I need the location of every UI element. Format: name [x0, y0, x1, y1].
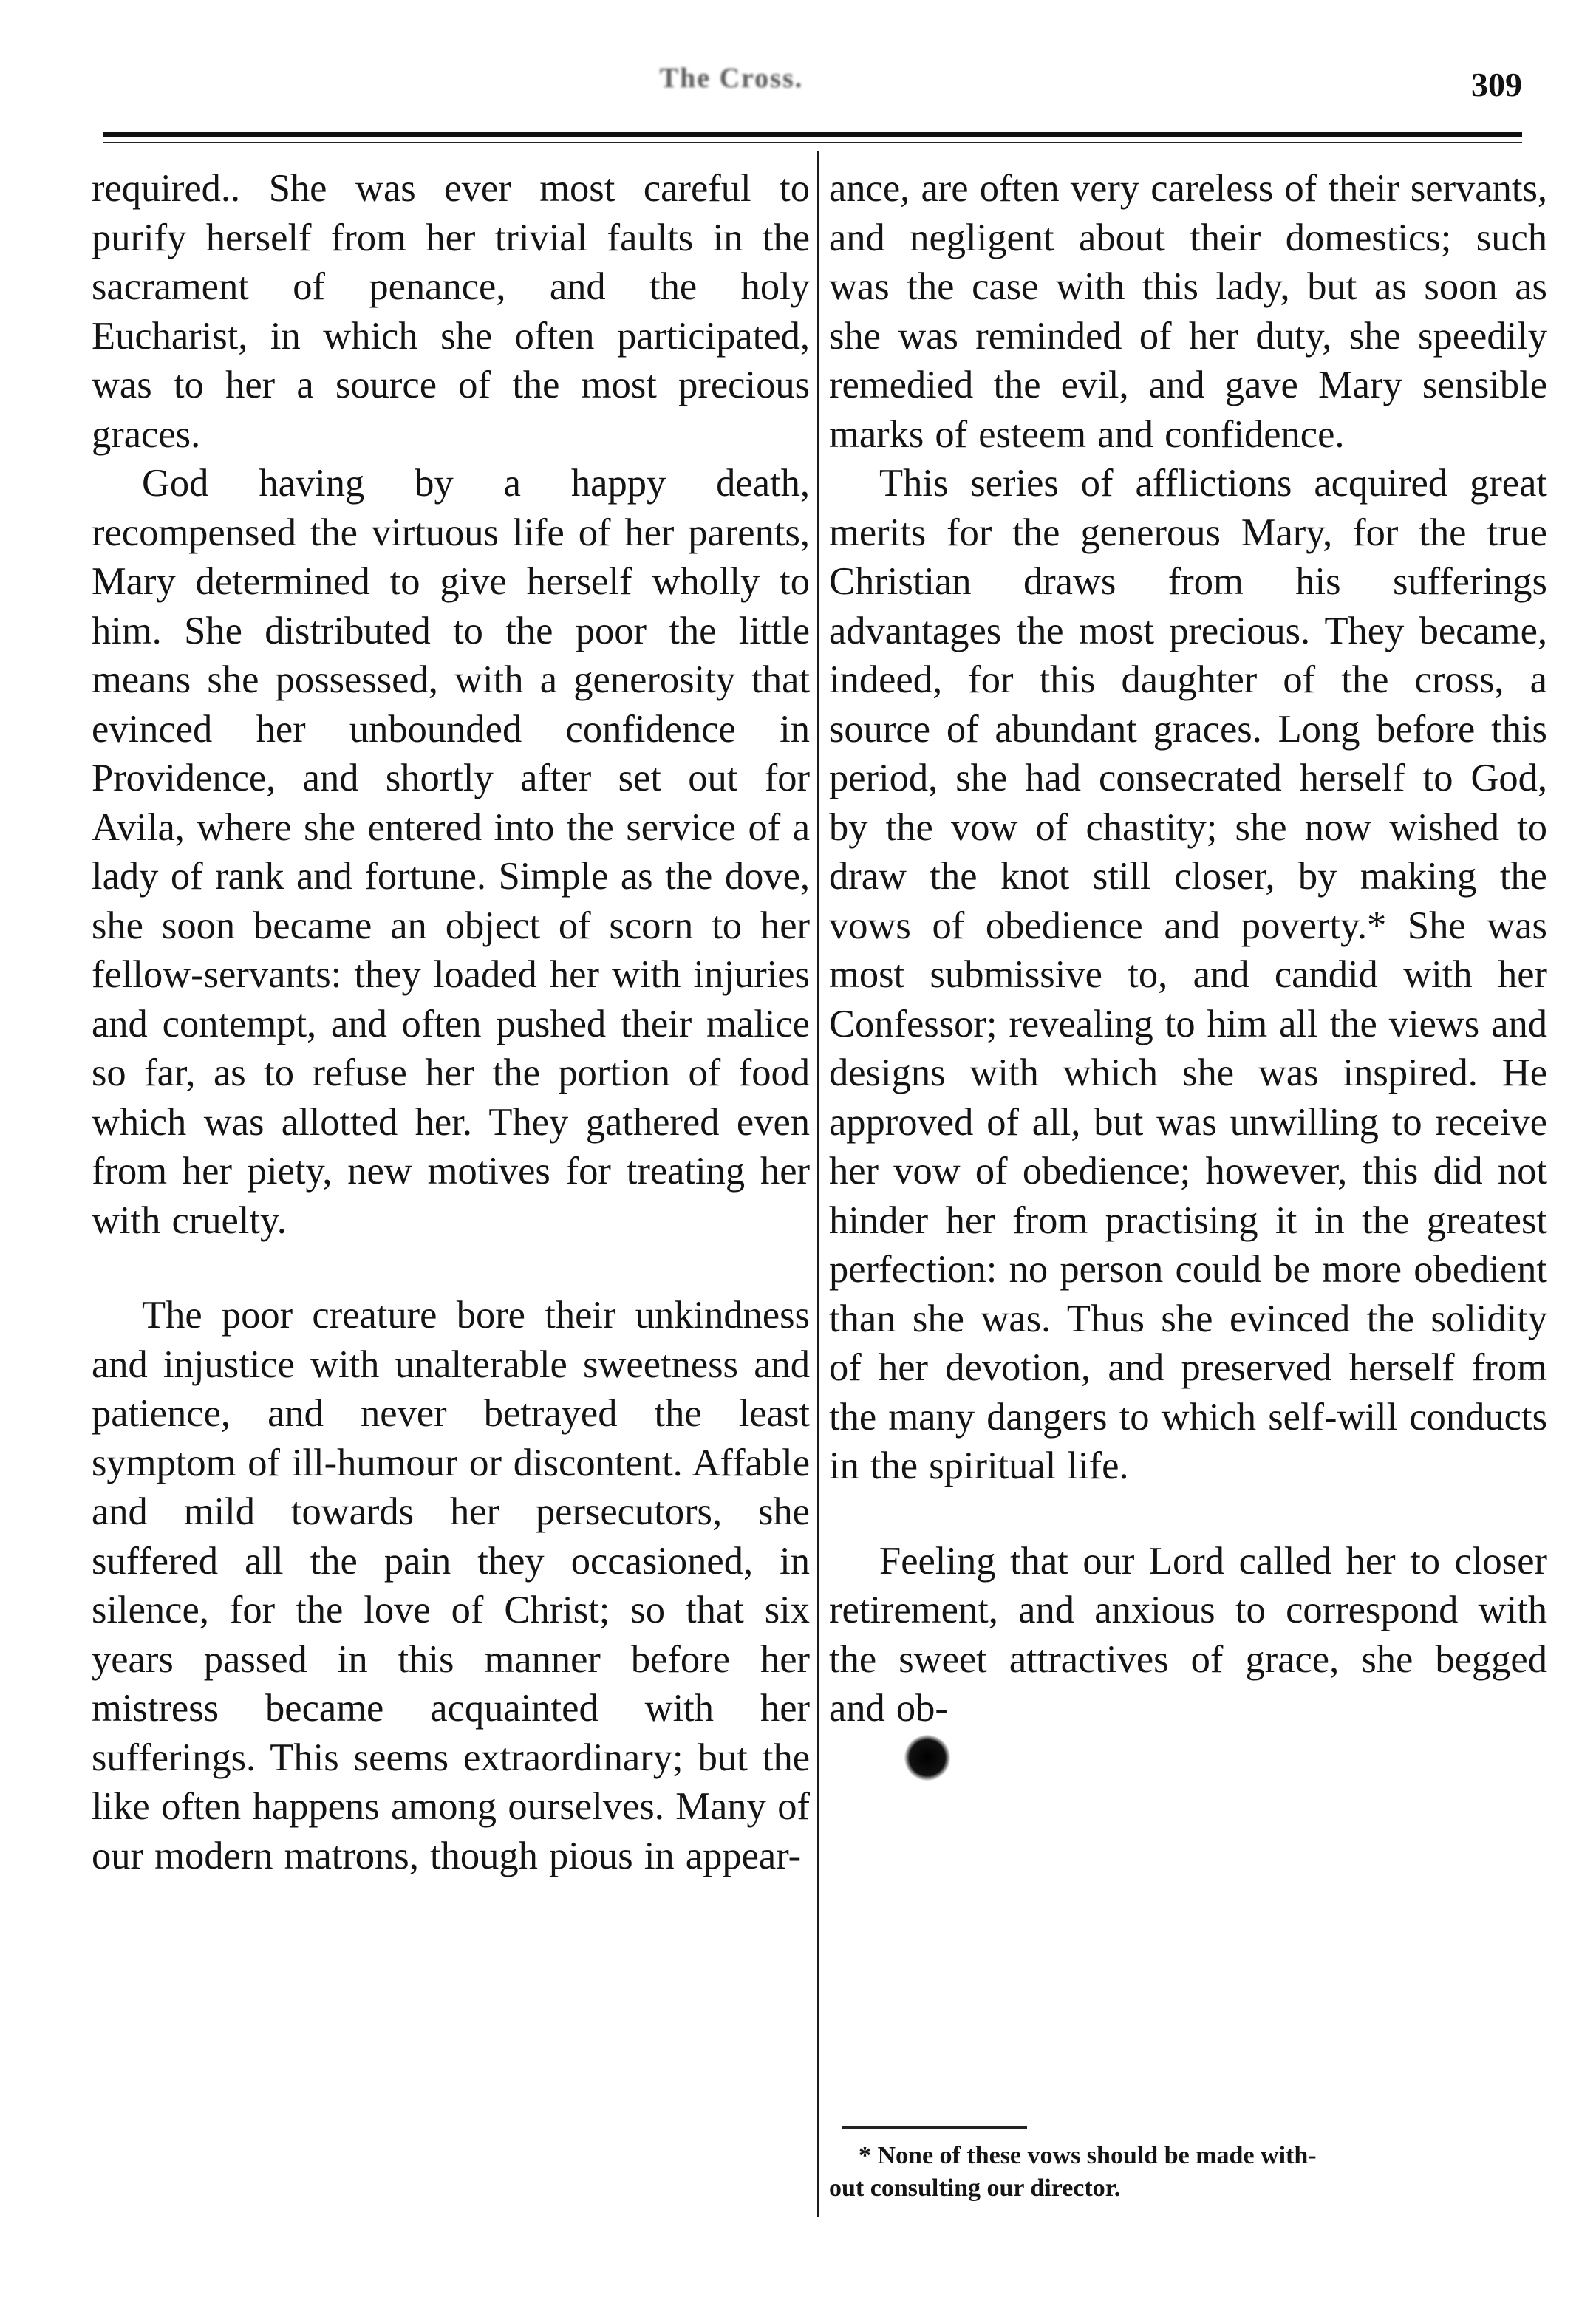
- left-paragraph-1: required.. She was ever most careful to purify herself from her trivial faults in the sacrament of penance, and the holy Eucharist, in which she often participated, was to her a source of the most precious graces.: [92, 167, 810, 456]
- footnote-line-2: out consulting our director.: [829, 2174, 1121, 2202]
- right-paragraph-2: This series of afflictions acquired great merits for the generous Mary, for the true Christian draws from his sufferings advantages the most precious. They became, indeed, for this daughter of the cross, a source of abundant graces. Long before this period, she had consecrated herself to God, by the vow of chastity; she now wished to draw the knot still closer, by making the vows of obedience and poverty.* She was most submissive to, and candid with her Confessor; revealing to him all the views and designs with which she was inspired. He approved of all, but was unwilling to receive her vow of obedience; however, this did not hinder her from practising it in the greatest perfection: no person could be more obedient than she was. Thus she evinced the solidity of her devotion, and preserved herself from the many dangers to which self-will conducts in the spiritual life.: [829, 462, 1547, 1487]
- footnote-rule: [842, 2126, 1027, 2129]
- right-paragraph-3: Feeling that our Lord called her to closer retirement, and anxious to correspond with the sweet attractives of grace, she begged and ob-: [829, 1539, 1547, 1730]
- ink-blot: [904, 1735, 950, 1781]
- right-column: [829, 164, 1547, 1733]
- right-paragraph-1: ance, are often very careless of their servants, and negligent about their domestics; such was the case with this lady, but as soon as she was reminded of her duty, she speedily remedied the evil, and gave Mary sensible marks of esteem and confidence.: [829, 167, 1547, 456]
- footnote: [829, 2140, 1538, 2205]
- page-number: 309: [1471, 66, 1522, 103]
- footnote-line-1: * None of these vows should be made with-: [859, 2142, 1317, 2169]
- header-rule-thick: [103, 132, 1522, 137]
- left-column: [92, 164, 810, 1880]
- running-head: The Cross.: [659, 63, 804, 94]
- column-divider: [817, 151, 819, 2217]
- left-paragraph-2: God having by a happy death, recompensed the virtuous life of her parents, Mary determined to give herself wholly to him. She distributed to the poor the little means she possessed, with a generosity that evinced her unbounded confidence in Providence, and shortly after set out for Avila, where she entered into the service of a lady of rank and fortune. Simple as the dove, she soon became an object of scorn to her fellow-servants: they loaded her with injuries and contempt, and often pushed their malice so far, as to refuse her the portion of food which was allotted her. They gathered even from her piety, new motives for treating her with cruelty.: [92, 462, 810, 1242]
- left-paragraph-3: The poor creature bore their unkindness and injustice with unalterable sweetness and patience, and never betrayed the least symptom of ill-humour or discontent. Affable and mild towards her persecutors, she suffered all the pain they occasioned, in silence, for the love of Christ; so that six years passed in this manner before her mistress became acquainted with her sufferings. This seems extraordinary; but the like often happens among ourselves. Many of our modern matrons, though pious in appear-: [92, 1294, 810, 1877]
- header-rule-thin: [103, 142, 1522, 143]
